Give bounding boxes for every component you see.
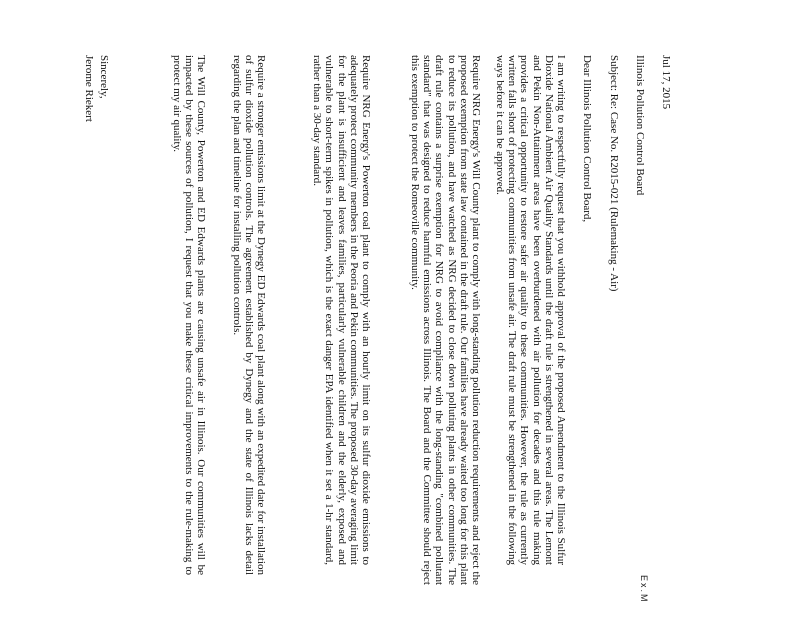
page-mark: Ex.M <box>639 575 649 604</box>
letter-salutation: Dear Illinois Pollution Control Board, <box>581 55 593 223</box>
letter-addressee: Illinois Pollution Control Board <box>634 55 646 196</box>
letter-closing: Sincerely, <box>98 55 110 99</box>
body-paragraph-3: Require NRG Energy's Powerton coal plant to comply with an hourly limit on its sulfur dioxide emissions to adequately protect community members in the Peoria and Pekin communities. The proposed 30-day averaging limit for the plant is insufficient and leaves families, particularly vulnerable children and the elderly, exposed and vulnerable to short-term spikes in pollution, which is the exact danger EPA identified when it set a 1-hr standard, rather than a 30-day standard. <box>311 55 372 565</box>
body-paragraph-5: The Will County, Powerton and ED Edwards plants are causing unsafe air in Illinois. Our communities will be impacted by these sources of pollution, I request that you make these critical improvements to the rule-making to protect my air quality. <box>170 55 207 575</box>
letter-date: Jul 17, 2015 <box>660 55 672 110</box>
letter-signature: Jerome Riekert <box>83 55 95 122</box>
letter-subject: Subject: Re: Case No. R2015-021 (Rulemaking - Air) <box>608 55 620 292</box>
body-paragraph-2: Require NRG Energy's Will County plant to comply with long-standing pollution reduction requirements and reject the proposed exemption from state law contained in the draft rule. Our families have already waited too long for this plant to reduce its pollution, and have watched as NRG decided to close down polluting plants in other communities. The draft rule contains a surprise exemption for NRG to avoid compliance with the long-standing "combined pollutant standard" that was designed to reduce harmful emissions across Illinois. The Board and the Committee should reject this exemption to protect the Romeoville community. <box>408 55 482 585</box>
body-paragraph-1: I am writing to respectfully request that you withhold approval of the proposed Amendment to the Illinois Sulfur Dioxide National Ambient Air Quality Standards until the draft rule is strengthened in several areas. The Lemont and Pekin Non-Attainment areas have been overburdened with air pollution for decades and this rule making provides a critical opportunity to restore safer air quality to these communities. However, the rule as currently written falls short of protecting communities from unsafe air. The draft rule must be strengthened in the following ways before it can be approved. <box>493 55 567 565</box>
body-paragraph-4: Require a stronger emissions limit at the Dynegy ED Edwards coal plant along with an expedited date for installation of sulfur dioxide pollution controls. The agreement established by Dynegy and the state of Illinois lacks detail regarding the plan and timeline for installing pollution controls. <box>230 55 267 575</box>
